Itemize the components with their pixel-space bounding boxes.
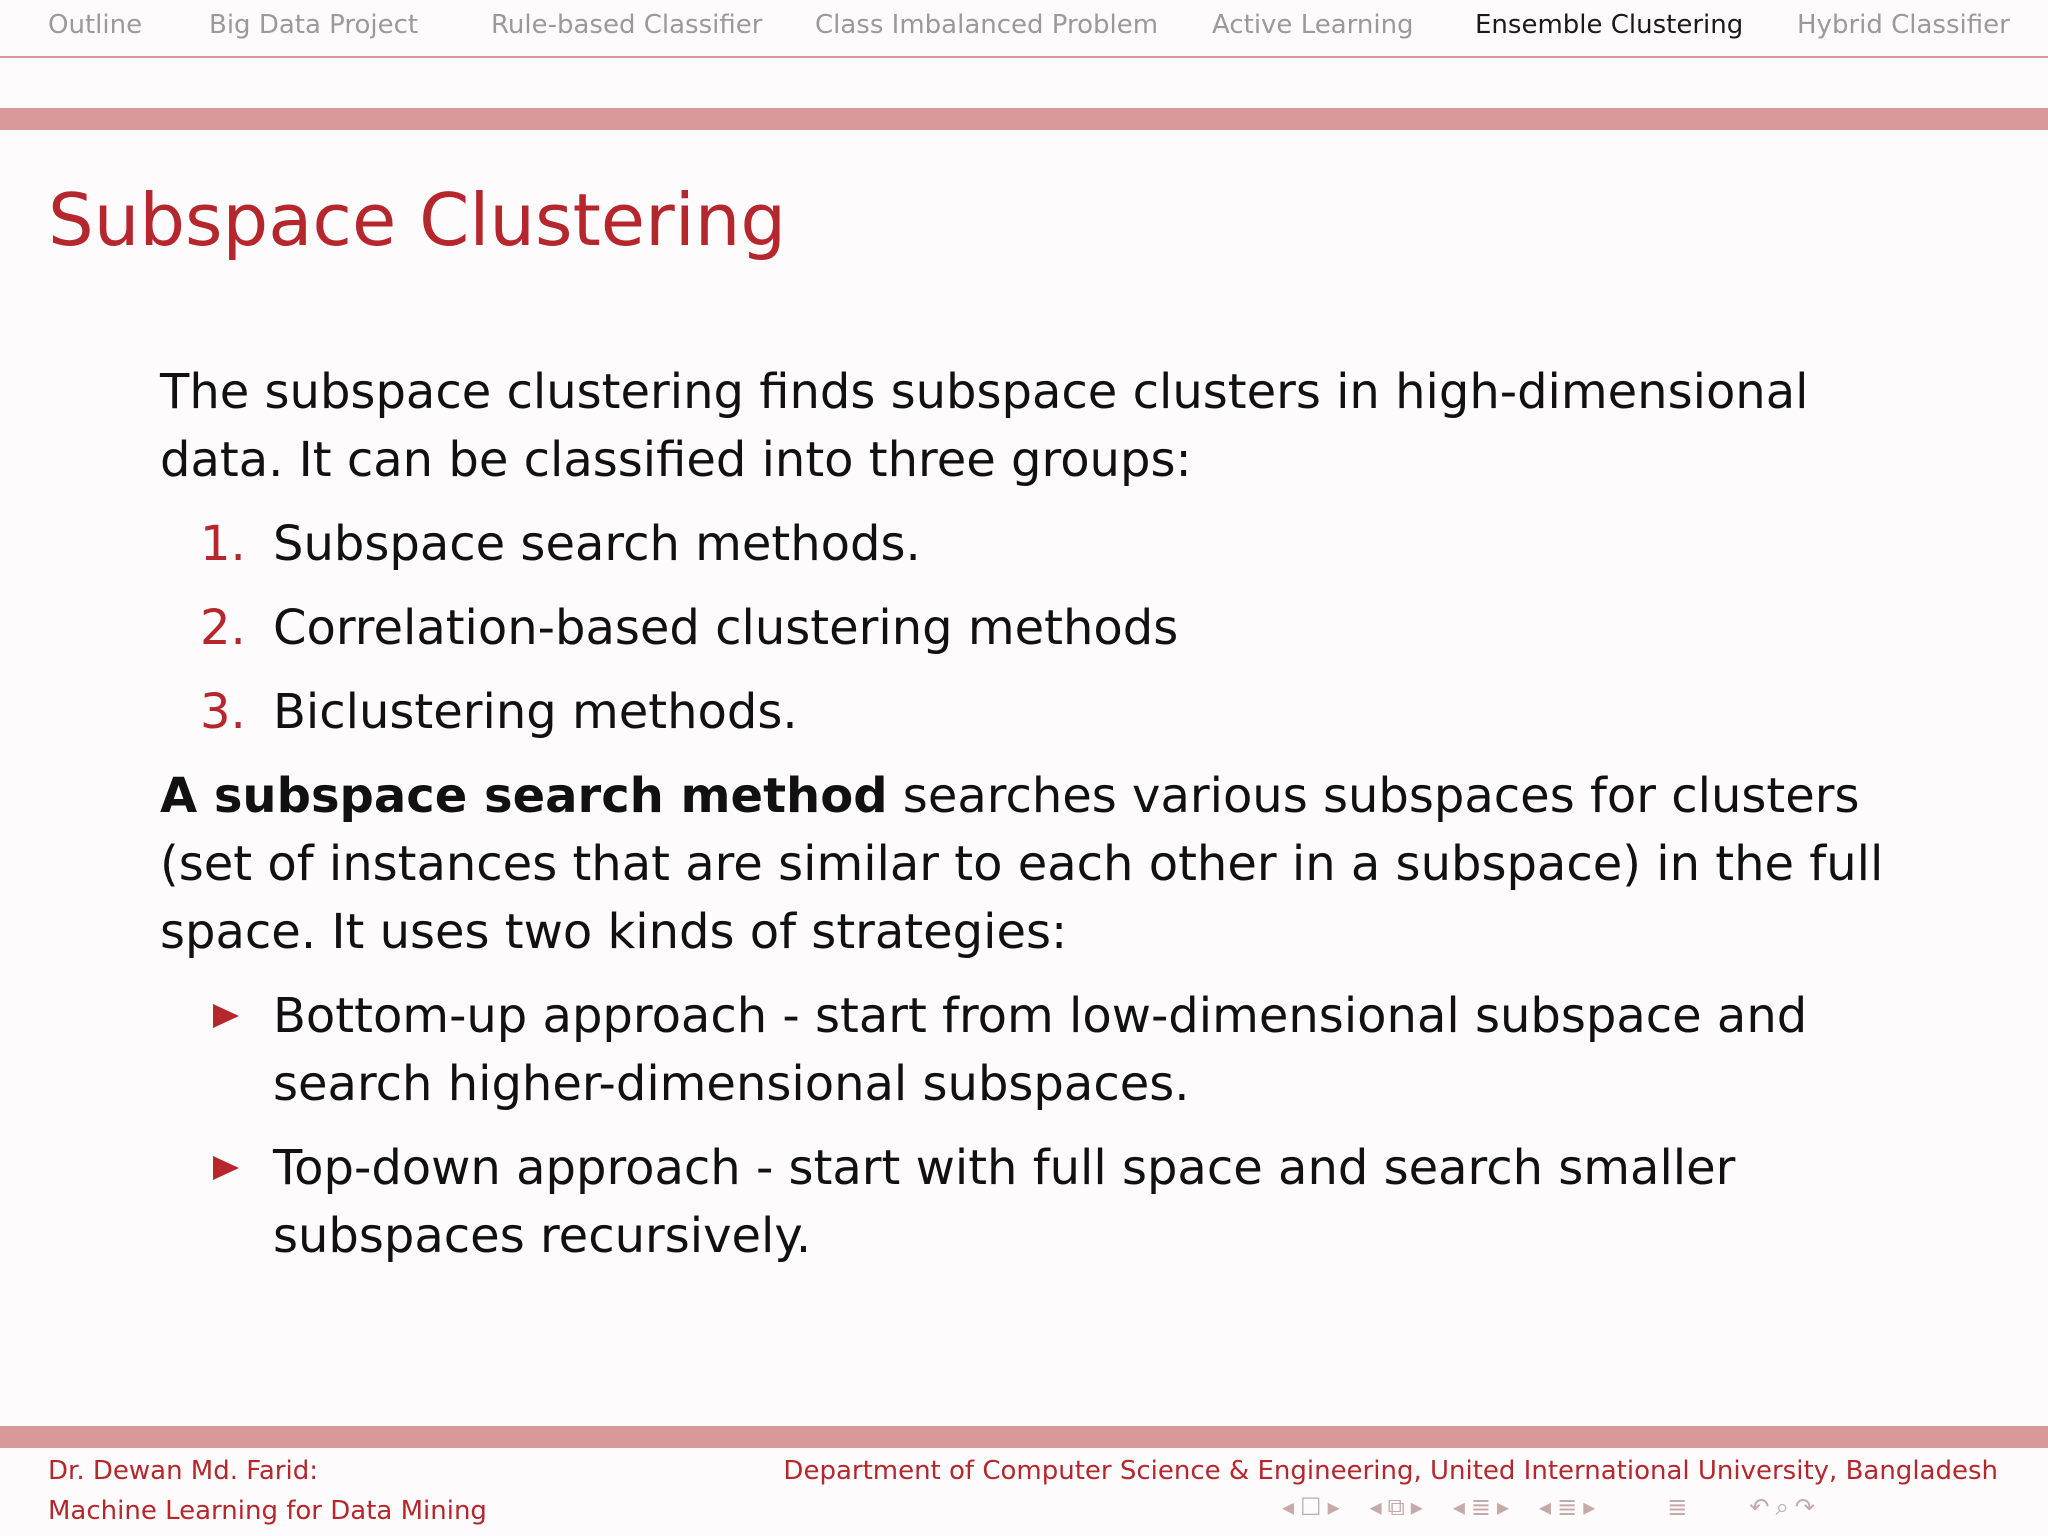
prev-frame-icon[interactable]: ◂ (1282, 1493, 1295, 1521)
intro-paragraph: The subspace clustering finds subspace clusters in high-dimensional data. It can be classified into three groups: (160, 364, 1809, 488)
section-navigation (0, 0, 2048, 58)
footer-department: Department of Computer Science & Engineering, United International University, Bangladesh (783, 1456, 1998, 1486)
method-term: A subspace search method (160, 768, 888, 824)
slide-body (160, 358, 1920, 1286)
next-frame-icon[interactable]: ▸ (1327, 1493, 1340, 1521)
next-section-icon[interactable]: ▸ (1497, 1493, 1510, 1521)
toc-icon[interactable]: ≣ (1667, 1493, 1688, 1521)
next-subsection-icon[interactable]: ▸ (1410, 1493, 1423, 1521)
method-description: searches various subspaces for clusters (set of instances that are similar to each other in a subspace) in the full space. It uses two kinds of strategies: (160, 768, 1884, 960)
method-paragraph (160, 762, 1920, 966)
nav-item-ensemble-clustering[interactable]: Ensemble Clustering (1475, 10, 1744, 40)
group-list (160, 510, 1920, 746)
beamer-navigation-controls (1282, 1490, 1815, 1524)
section-icon[interactable]: ≣ (1470, 1493, 1491, 1521)
footer-band (0, 1426, 2048, 1448)
list-item-text: Top-down approach - start with full space and search smaller subspaces recursively. (273, 1140, 1736, 1264)
next-document-icon[interactable]: ▸ (1583, 1493, 1596, 1521)
prev-section-icon[interactable]: ◂ (1452, 1493, 1465, 1521)
search-icon[interactable]: ⌕ (1775, 1493, 1789, 1521)
list-item (160, 1134, 1920, 1270)
list-number: 2. (200, 600, 246, 656)
back-icon[interactable]: ↶ (1749, 1493, 1770, 1521)
triangle-bullet-icon (213, 1156, 239, 1180)
strategy-list (160, 982, 1920, 1270)
list-item (160, 678, 1920, 746)
list-item-text: Bottom-up approach - start from low-dimensional subspace and search higher-dimensional subspaces. (273, 988, 1808, 1112)
prev-document-icon[interactable]: ◂ (1539, 1493, 1552, 1521)
nav-item-hybrid-classifier[interactable]: Hybrid Classifier (1797, 10, 2010, 40)
list-item-text: Subspace search methods. (273, 516, 921, 572)
list-item-text: Correlation-based clustering methods (273, 600, 1179, 656)
triangle-bullet-icon (213, 1004, 239, 1028)
subsection-icon[interactable]: ⧉ (1387, 1493, 1405, 1521)
forward-icon[interactable]: ↷ (1794, 1493, 1816, 1521)
prev-subsection-icon[interactable]: ◂ (1369, 1493, 1382, 1521)
header-band (0, 108, 2048, 130)
frame-icon[interactable]: ☐ (1300, 1493, 1322, 1521)
nav-item-outline[interactable]: Outline (48, 10, 143, 40)
nav-item-big-data-project[interactable]: Big Data Project (209, 10, 419, 40)
list-number: 3. (200, 684, 246, 740)
list-item (160, 982, 1920, 1118)
document-icon[interactable]: ≣ (1557, 1493, 1578, 1521)
nav-item-rule-based-classifier[interactable]: Rule-based Classifier (491, 10, 763, 40)
slide-title: Subspace Clustering (48, 178, 787, 262)
list-item (160, 510, 1920, 578)
nav-item-active-learning[interactable]: Active Learning (1212, 10, 1414, 40)
footer-course: Machine Learning for Data Mining (48, 1496, 487, 1526)
list-item (160, 594, 1920, 662)
list-number: 1. (200, 516, 246, 572)
footer-author: Dr. Dewan Md. Farid: (48, 1456, 318, 1486)
nav-item-class-imbalanced-problem[interactable]: Class Imbalanced Problem (815, 10, 1159, 40)
list-item-text: Biclustering methods. (273, 684, 798, 740)
